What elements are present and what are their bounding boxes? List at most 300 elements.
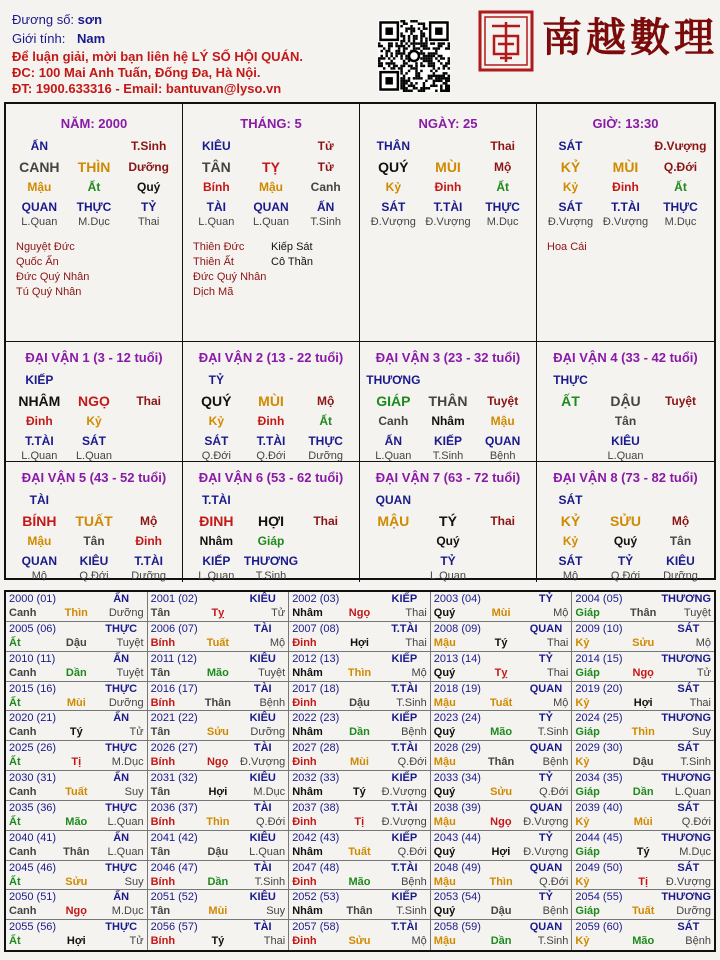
year-header bbox=[575, 890, 711, 904]
year-header bbox=[151, 861, 286, 875]
year-phase: T.Sinh bbox=[537, 935, 569, 948]
year-god: QUAN bbox=[529, 682, 563, 695]
year-god: THỰC bbox=[105, 682, 138, 695]
pillar-value: THỰC bbox=[76, 200, 112, 214]
pillar-row-r0 bbox=[183, 373, 359, 388]
pillar-value bbox=[475, 554, 530, 569]
pillar-notes bbox=[537, 240, 714, 255]
pillar-value: MÙI bbox=[612, 159, 639, 175]
pillar-value: T.TÀI bbox=[611, 200, 640, 214]
year-stem: Canh bbox=[9, 607, 37, 619]
pillar-row-r3 bbox=[537, 554, 714, 569]
year-stem: Tân bbox=[150, 666, 171, 679]
pillar-value: Thai bbox=[136, 394, 161, 408]
year-header bbox=[434, 622, 569, 636]
pillar-value: BÍNH bbox=[22, 513, 57, 529]
pillar-notes bbox=[6, 240, 182, 300]
year-detail bbox=[9, 666, 144, 680]
year-god: THƯƠNG bbox=[661, 772, 711, 784]
year-header bbox=[292, 801, 427, 815]
year-stem: Quý bbox=[433, 905, 456, 918]
year-header bbox=[9, 622, 144, 636]
year-stem: Giáp bbox=[575, 905, 600, 918]
pillar-title: ĐẠI VẬN 8 (73 - 82 tuổi) bbox=[553, 470, 698, 485]
pillar-value: Mộ bbox=[140, 514, 158, 528]
year-phase: Đ.Vượng bbox=[240, 756, 286, 769]
pillar-row-r2 bbox=[537, 180, 714, 195]
year-god: TÀI bbox=[253, 742, 272, 755]
year-detail bbox=[151, 636, 286, 650]
year-branch: Mão bbox=[348, 875, 371, 888]
year-god: T.TÀI bbox=[391, 742, 418, 755]
gender-value: Nam bbox=[76, 31, 106, 46]
pillar-value: SÁT bbox=[204, 434, 229, 448]
year-branch: Tý bbox=[211, 935, 225, 948]
year-header bbox=[434, 831, 569, 845]
pillar-value: Ất bbox=[319, 414, 332, 428]
year-stem: Đinh bbox=[292, 875, 317, 888]
year-god: T.TÀI bbox=[391, 921, 418, 934]
year-detail bbox=[575, 904, 711, 918]
year-branch: Thân bbox=[487, 756, 515, 769]
year-phase: Mộ bbox=[269, 636, 286, 649]
pillar-row-r3 bbox=[6, 200, 182, 215]
year-detail bbox=[292, 785, 427, 799]
year-label: 2040 (41) bbox=[9, 831, 57, 844]
year-god: KIÊU bbox=[249, 891, 276, 904]
year-stem: Mậu bbox=[433, 935, 456, 948]
pillar-row-r2 bbox=[360, 180, 536, 195]
pillar-value bbox=[653, 373, 708, 388]
year-stem: Tân bbox=[150, 905, 171, 918]
year-phase: Mộ bbox=[553, 607, 569, 619]
year-cell bbox=[289, 711, 431, 741]
year-branch: Tý bbox=[494, 636, 508, 649]
year-detail bbox=[575, 636, 711, 650]
year-god: THỰC bbox=[105, 742, 138, 755]
year-detail bbox=[434, 755, 569, 769]
year-phase: Tuyệt bbox=[116, 636, 144, 649]
pillar-value: QUÝ bbox=[201, 393, 232, 409]
year-header bbox=[9, 592, 144, 606]
pillar-value: SÁT bbox=[381, 200, 406, 214]
year-header bbox=[151, 622, 286, 636]
year-cell bbox=[431, 652, 573, 682]
qr-code-icon[interactable] bbox=[378, 20, 450, 92]
year-detail bbox=[434, 934, 569, 948]
pillar-value: T.Sinh bbox=[432, 450, 464, 462]
year-phase: M.Dục bbox=[111, 905, 144, 918]
pillar-value: THỰC bbox=[485, 200, 520, 214]
year-god: KIÊU bbox=[249, 831, 276, 844]
year-cell bbox=[431, 861, 573, 891]
pillar-value: TUẤT bbox=[75, 513, 113, 529]
dai-van-cell bbox=[360, 462, 537, 582]
pillar-value bbox=[298, 373, 353, 388]
year-detail bbox=[9, 815, 144, 829]
year-stem: Giáp bbox=[575, 845, 600, 858]
pillar-row-r1 bbox=[360, 511, 536, 531]
pillar-value: TÝ bbox=[439, 513, 457, 529]
year-cell bbox=[572, 861, 714, 891]
year-detail bbox=[151, 934, 286, 948]
pillar-value: TỴ bbox=[262, 159, 280, 175]
year-detail bbox=[434, 785, 569, 799]
pillar-value: Tân bbox=[614, 414, 637, 428]
pillar-value: Dưỡng bbox=[308, 450, 344, 462]
yearly-table bbox=[4, 590, 716, 952]
pillar-value: Kỷ bbox=[385, 180, 401, 194]
year-header bbox=[151, 741, 286, 755]
pillar-value: KỶ bbox=[560, 513, 581, 529]
year-stem: Bính bbox=[150, 696, 176, 709]
year-stem: Quý bbox=[433, 666, 456, 679]
year-cell bbox=[6, 920, 148, 950]
year-cell bbox=[148, 861, 290, 891]
year-cell bbox=[148, 801, 290, 831]
year-phase: Suy bbox=[692, 726, 711, 739]
pillar-value: KIÊU bbox=[666, 554, 695, 568]
pillar-value: Mộ bbox=[494, 160, 512, 174]
year-stem: Đinh bbox=[292, 756, 317, 769]
notes-col-1 bbox=[193, 240, 271, 300]
year-cell bbox=[6, 801, 148, 831]
year-god: THƯƠNG bbox=[661, 712, 711, 725]
year-detail bbox=[151, 904, 286, 918]
pillar-value: ẤT bbox=[561, 393, 580, 409]
year-branch: Thìn bbox=[631, 726, 655, 739]
year-label: 2002 (03) bbox=[292, 593, 340, 605]
pillar-value: MÙI bbox=[435, 159, 461, 175]
year-label: 2013 (14) bbox=[433, 652, 481, 665]
year-cell bbox=[572, 920, 714, 950]
note-item: Kiếp Sát bbox=[271, 241, 313, 253]
year-god: QUAN bbox=[529, 921, 563, 934]
pillar-value: THỰC bbox=[308, 434, 343, 448]
year-branch: Mùi bbox=[66, 696, 86, 709]
pillar-cell bbox=[537, 104, 714, 342]
notes-col-2 bbox=[271, 240, 349, 300]
year-cell bbox=[431, 711, 573, 741]
year-phase: Bệnh bbox=[401, 726, 427, 739]
pillar-cell bbox=[6, 104, 183, 342]
year-branch: Sửu bbox=[206, 726, 229, 739]
year-stem: Bính bbox=[150, 815, 176, 828]
year-stem: Giáp bbox=[575, 607, 600, 619]
pillar-row-r1 bbox=[6, 511, 182, 531]
year-stem: Kỷ bbox=[575, 935, 590, 948]
pillar-value: SÁT bbox=[558, 200, 583, 214]
year-phase: Thai bbox=[689, 696, 711, 709]
pillar-row-r3 bbox=[360, 554, 536, 569]
year-detail bbox=[9, 725, 144, 739]
year-phase: Bệnh bbox=[685, 935, 711, 948]
year-phase: Mộ bbox=[695, 636, 711, 649]
year-phase: M.Dục bbox=[253, 786, 286, 798]
year-cell bbox=[289, 890, 431, 920]
year-label: 2009 (10) bbox=[575, 622, 623, 635]
year-phase: Thai bbox=[405, 607, 427, 619]
pillar-title: ĐẠI VẬN 2 (13 - 22 tuổi) bbox=[198, 350, 344, 365]
pillar-value: L.Quan bbox=[607, 450, 644, 462]
year-cell bbox=[431, 920, 573, 950]
pillar-title: ĐẠI VẬN 4 (33 - 42 tuổi) bbox=[553, 350, 698, 365]
pillar-value: Đinh bbox=[612, 180, 639, 194]
year-detail bbox=[151, 845, 286, 859]
year-header bbox=[9, 920, 144, 934]
year-branch: Sửu bbox=[490, 786, 513, 798]
pillar-value bbox=[421, 373, 476, 388]
year-branch: Tuất bbox=[631, 905, 655, 918]
year-cell bbox=[6, 890, 148, 920]
year-label: 2046 (47) bbox=[150, 861, 198, 874]
pillar-value bbox=[543, 414, 598, 429]
year-header bbox=[575, 652, 711, 666]
pillar-row-r0 bbox=[537, 373, 714, 388]
year-stem: Canh bbox=[9, 905, 37, 918]
year-branch: Ngọ bbox=[65, 905, 87, 918]
year-stem: Mậu bbox=[433, 815, 456, 828]
year-phase: Q.Đới bbox=[539, 786, 569, 798]
year-stem: Mậu bbox=[433, 636, 456, 649]
year-god: ẤN bbox=[113, 891, 130, 904]
year-god: KIẾP bbox=[391, 652, 418, 665]
year-god: THỰC bbox=[105, 861, 138, 874]
pillar-value: KIẾP bbox=[25, 373, 54, 387]
year-stem: Mậu bbox=[433, 756, 456, 769]
year-header bbox=[151, 890, 286, 904]
year-detail bbox=[434, 845, 569, 859]
year-cell bbox=[289, 861, 431, 891]
year-phase: Suy bbox=[124, 875, 144, 888]
pillar-value: SÁT bbox=[81, 434, 106, 448]
year-cell bbox=[572, 711, 714, 741]
year-god: KIÊU bbox=[249, 593, 276, 605]
pillar-value: M.Dục bbox=[486, 216, 519, 228]
year-detail bbox=[9, 696, 144, 710]
year-stem: Giáp bbox=[575, 666, 600, 679]
year-branch: Hợi bbox=[208, 786, 228, 798]
year-cell bbox=[148, 652, 290, 682]
pillar-row-r3 bbox=[537, 200, 714, 215]
pillar-row-r1 bbox=[360, 391, 536, 411]
pillar-value: Tân bbox=[83, 534, 105, 548]
year-phase: Q.Đới bbox=[539, 875, 569, 888]
year-god: T.TÀI bbox=[391, 622, 418, 635]
year-label: 2026 (27) bbox=[150, 742, 198, 755]
year-phase: Tuyệt bbox=[683, 607, 711, 619]
year-detail bbox=[575, 606, 711, 620]
pillar-value bbox=[67, 493, 122, 508]
year-stem: Giáp bbox=[575, 786, 600, 798]
year-god: KIẾP bbox=[391, 712, 418, 725]
pillar-value: Đinh bbox=[25, 414, 53, 428]
year-detail bbox=[9, 755, 144, 769]
year-stem: Đinh bbox=[292, 696, 317, 709]
year-header bbox=[292, 592, 427, 606]
year-cell bbox=[572, 592, 714, 622]
year-header bbox=[575, 711, 711, 725]
year-stem: Quý bbox=[433, 726, 456, 739]
year-phase: T.Sinh bbox=[254, 875, 286, 888]
pillar-value: L.Quan bbox=[198, 570, 235, 582]
year-label: 2016 (17) bbox=[150, 682, 198, 695]
year-branch: Thân bbox=[63, 845, 90, 858]
pillar-value: L.Quan bbox=[429, 570, 467, 582]
year-cell bbox=[6, 682, 148, 712]
pillar-row-r2 bbox=[360, 534, 536, 549]
pillar-value: T.TÀI bbox=[201, 493, 231, 507]
year-phase: Thai bbox=[546, 636, 569, 649]
year-label: 2044 (45) bbox=[575, 831, 623, 844]
pillar-value bbox=[653, 434, 708, 449]
pillar-value: TỶ bbox=[440, 554, 456, 568]
pillar-row-r2 bbox=[537, 414, 714, 429]
year-label: 2027 (28) bbox=[292, 742, 340, 755]
year-branch: Thìn bbox=[489, 875, 513, 888]
pillar-value: TÂN bbox=[201, 159, 231, 175]
notes-col-2 bbox=[94, 240, 172, 300]
year-cell bbox=[289, 801, 431, 831]
year-phase: Đ.Vượng bbox=[381, 786, 427, 798]
pillar-value: QUAN bbox=[21, 554, 57, 568]
year-header bbox=[575, 801, 711, 815]
year-stem: Nhâm bbox=[292, 786, 323, 798]
pillar-title: GIỜ: 13:30 bbox=[592, 116, 659, 131]
pillar-value: T.TÀI bbox=[24, 434, 54, 448]
pillar-title: NGÀY: 25 bbox=[418, 116, 478, 131]
year-phase: Thai bbox=[546, 666, 569, 679]
pillar-value: QUÝ bbox=[378, 159, 409, 175]
pillar-row-r0 bbox=[537, 139, 714, 154]
year-detail bbox=[575, 755, 711, 769]
pillar-row-r0 bbox=[6, 139, 182, 154]
year-cell bbox=[148, 831, 290, 861]
year-detail bbox=[9, 934, 144, 948]
pillar-value: Đ.Vượng bbox=[654, 139, 707, 153]
year-branch: Dần bbox=[632, 786, 654, 798]
year-phase: Đ.Vượng bbox=[381, 815, 427, 828]
year-god: TỶ bbox=[538, 772, 553, 784]
pillar-value bbox=[244, 139, 299, 154]
year-phase: Tử bbox=[271, 607, 286, 619]
pillar-row-r1 bbox=[360, 157, 536, 177]
pillar-row-r0 bbox=[183, 493, 359, 508]
year-branch: Mùi bbox=[350, 756, 369, 769]
year-cell bbox=[148, 592, 290, 622]
year-label: 2039 (40) bbox=[575, 801, 623, 814]
pillar-value: Canh bbox=[378, 414, 409, 428]
year-header bbox=[9, 831, 144, 845]
year-detail bbox=[151, 696, 286, 710]
pillar-value: CANH bbox=[19, 159, 60, 175]
year-detail bbox=[151, 785, 286, 799]
pillar-value: T.Sinh bbox=[310, 216, 341, 228]
pillar-value: Nhâm bbox=[199, 534, 233, 548]
pillar-title: ĐẠI VẬN 3 (23 - 32 tuổi) bbox=[375, 350, 521, 365]
pillar-value: L.Quan bbox=[21, 216, 58, 228]
year-branch: Tị bbox=[71, 756, 82, 769]
pillar-value bbox=[598, 373, 653, 388]
year-god: QUAN bbox=[529, 742, 563, 755]
year-cell bbox=[572, 741, 714, 771]
year-header bbox=[151, 652, 286, 666]
pillar-value: Kỷ bbox=[562, 534, 579, 548]
year-branch: Mão bbox=[632, 935, 655, 948]
pillar-row-r3 bbox=[360, 434, 536, 449]
year-stem: Ất bbox=[9, 696, 21, 709]
year-stem: Nhâm bbox=[292, 845, 323, 858]
pillar-row-r2 bbox=[6, 414, 182, 429]
pillar-row-r1 bbox=[537, 391, 714, 411]
year-branch: Mão bbox=[206, 666, 229, 679]
pillar-row-r1 bbox=[183, 157, 359, 177]
pillar-value bbox=[121, 493, 176, 508]
pillar-value: Mậu bbox=[490, 414, 515, 428]
year-header bbox=[434, 592, 569, 606]
pillar-value: L.Quan bbox=[375, 450, 412, 462]
year-phase: Dưỡng bbox=[250, 726, 286, 739]
year-header bbox=[434, 682, 569, 696]
year-phase: Đ.Vượng bbox=[665, 875, 711, 888]
pillar-row-r4 bbox=[183, 569, 359, 582]
year-god: ẤN bbox=[113, 712, 130, 725]
pillar-title: ĐẠI VẬN 1 (3 - 12 tuổi) bbox=[25, 350, 163, 365]
pillar-value: Quý bbox=[613, 534, 638, 548]
year-label: 2021 (22) bbox=[150, 712, 198, 725]
year-header bbox=[292, 890, 427, 904]
year-label: 2012 (13) bbox=[292, 652, 340, 665]
pillar-value: QUAN bbox=[375, 493, 411, 507]
year-phase: Mộ bbox=[553, 696, 569, 709]
pillar-value: Đinh bbox=[434, 180, 462, 194]
year-label: 2054 (55) bbox=[575, 891, 623, 904]
pillar-value: NGỌ bbox=[78, 393, 110, 409]
phone-email-line[interactable]: ĐT: 1900.633316 - Email: bantuvan@lyso.vn bbox=[12, 81, 282, 96]
year-god: THƯƠNG bbox=[661, 593, 711, 605]
year-detail bbox=[292, 666, 427, 680]
year-god: THƯƠNG bbox=[661, 652, 711, 665]
dai-van-cell bbox=[183, 342, 360, 462]
pillar-value bbox=[598, 139, 653, 154]
year-detail bbox=[434, 666, 569, 680]
year-phase: Thai bbox=[263, 935, 286, 948]
year-header bbox=[151, 711, 286, 725]
year-label: 2049 (50) bbox=[575, 861, 623, 874]
pillar-value: Q.Đới bbox=[663, 160, 698, 174]
pillar-row-r3 bbox=[360, 200, 536, 215]
year-phase: M.Dục bbox=[111, 756, 144, 769]
pillar-value bbox=[598, 493, 653, 508]
year-stem: Canh bbox=[9, 726, 37, 739]
year-detail bbox=[292, 934, 427, 948]
note-item: Dịch Mã bbox=[193, 286, 234, 298]
year-label: 2024 (25) bbox=[575, 712, 623, 725]
note-item: Thiên Đức bbox=[193, 241, 245, 253]
year-label: 2010 (11) bbox=[9, 652, 56, 665]
seal-stamp-icon bbox=[478, 10, 534, 72]
pillar-value bbox=[121, 449, 176, 462]
pillar-row-r3 bbox=[537, 434, 714, 449]
year-cell bbox=[431, 771, 573, 801]
pillar-row-r4 bbox=[6, 449, 182, 462]
year-stem: Đinh bbox=[292, 935, 317, 948]
pillar-value: TỶ bbox=[208, 373, 224, 387]
year-header bbox=[292, 771, 427, 785]
pillar-value bbox=[121, 373, 176, 388]
year-god: THƯƠNG bbox=[661, 831, 711, 844]
pillar-value bbox=[543, 449, 598, 462]
